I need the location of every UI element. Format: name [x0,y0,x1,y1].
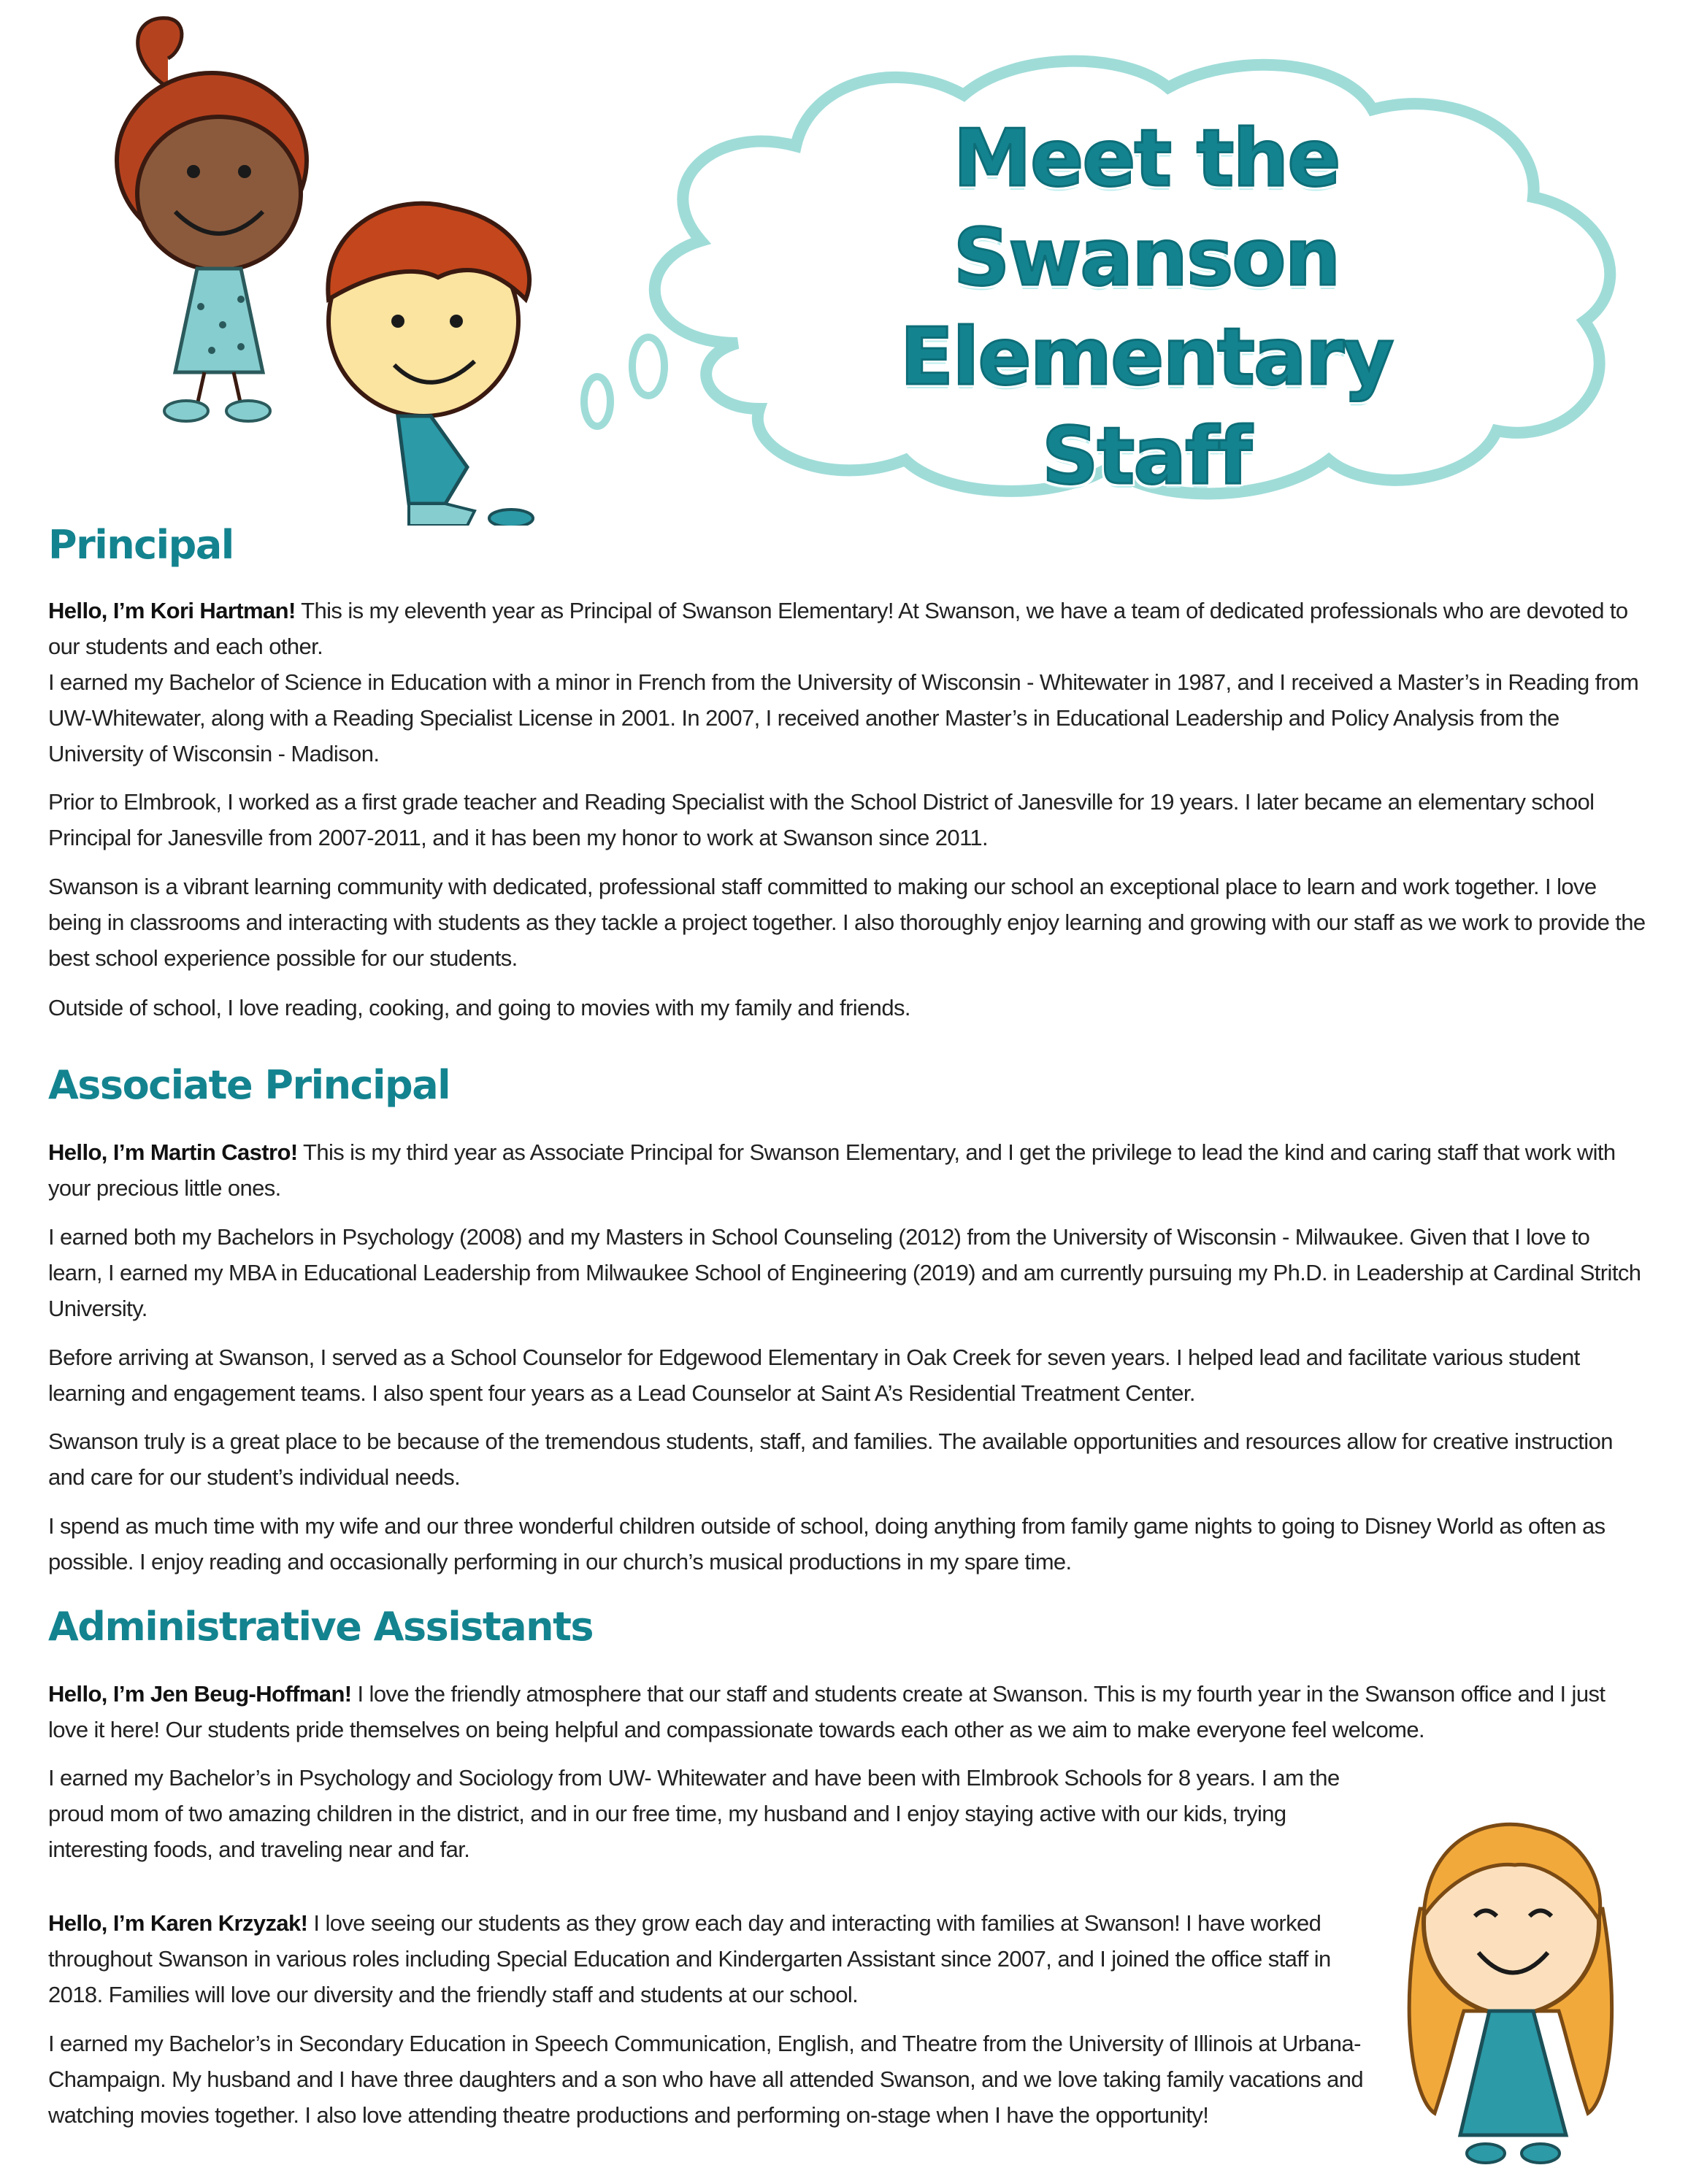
assistants-paragraph-1 [48,1676,1647,1747]
boy-character-icon [328,204,533,526]
section-principal [48,522,1647,569]
title-line-3: Staff [1041,411,1251,502]
paragraph: Swanson truly is a great place to be because of the tremendous students, staff, and families. The available opportunities and resources allow for creative instruction and care for our student’s individual needs. [48,1429,1613,1490]
section-associate-principal [48,1062,1647,1109]
assistants-paragraph-3 [48,1905,1370,2012]
intro-name: Hello, I’m Martin Castro! [48,1139,298,1165]
associate-paragraph-2 [48,1219,1647,1326]
associate-paragraph-5 [48,1508,1647,1580]
principal-paragraph-1 [48,593,1647,664]
assistants-paragraph-2 [48,1760,1370,1867]
section-administrative-assistants [48,1604,1647,1650]
associate-paragraph-1 [48,1134,1647,1206]
title-line-1: Meet the [953,113,1340,204]
paragraph: Hello, I’m Jen Beug-Hoffman! I love the friendly atmosphere that our staff and students create at Swanson. This is my fourth year in the Swanson office and I just love it here! Our students pride themselves on being helpful and compassionate towards each other as we aim to make everyone feel welcome. [48,1681,1605,1742]
section-heading-associate-principal: Associate Principal [48,1062,450,1108]
page-header [0,0,1688,526]
paragraph: I spend as much time with my wife and our three wonderful children outside of school, doing anything from family game nights to going to Disney World as often as possible. I enjoy reading and occasionally performing in our church’s musical productions in my spare time. [48,1513,1605,1574]
paragraph: Prior to Elmbrook, I worked as a first grade teacher and Reading Specialist with the School District of Janesville for 19 years. I later became an elementary school Principal for Janesville from 2007-2011, and it has been my honor to work at Swanson since 2011. [48,789,1595,850]
blonde-girl-character-icon [1391,1792,1624,2172]
paragraph: Before arriving at Swanson, I served as a School Counselor for Edgewood Elementary in Oak Creek for seven years. I helped lead and facilitate various student learning and engagement teams. I also spent four years as a Lead Counselor at Saint A’s Residential Treatment Center. [48,1345,1580,1406]
intro-name: Hello, I’m Karen Krzyzak! [48,1910,308,1936]
intro-name: Hello, I’m Jen Beug-Hoffman! [48,1681,352,1707]
principal-paragraph-4 [48,869,1647,976]
paragraph: Swanson is a vibrant learning community with dedicated, professional staff committed to making our school an exceptional place to learn and work together. I love being in classrooms and interacting with students as they tackle a project together. I also thoroughly enjoy learning and growing with our staff as we work to provide the best school experience possible for our students. [48,874,1646,971]
page-title [701,109,1592,507]
paragraph: I earned my Bachelor’s in Psychology and Sociology from UW- Whitewater and have been with Elmbrook Schools for 8 years. I am the proud mom of two amazing children in the district, and in our free time, my husband and I enjoy staying active with our kids, trying interesting foods, and traveling near and far. [48,1765,1340,1862]
associate-paragraph-4 [48,1423,1647,1495]
principal-paragraph-5 [48,990,1647,1026]
paragraph: Hello, I’m Karen Krzyzak! I love seeing our students as they grow each day and interacting with families at Swanson! I have worked throughout Swanson in various roles including Special Education and Kindergarten Assistant since 2007, and I joined the office staff in 2018. Families will love our diversity and the friendly staff and students at our school. [48,1910,1331,2007]
paragraph: Hello, I’m Martin Castro! This is my third year as Associate Principal for Swanson Elementary, and I get the privilege to lead the kind and caring staff that work with your precious little ones. [48,1139,1616,1201]
principal-paragraph-2 [48,664,1647,772]
paragraph: I earned my Bachelor of Science in Education with a minor in French from the University of Wisconsin - Whitewater in 1987, and I received a Master’s in Reading from UW-Whitewater, along with a Reading Specialist License in 2001. In 2007, I received another Master’s in Educational Leadership and Policy Analysis from the University of Wisconsin - Madison. [48,669,1639,766]
paragraph: Outside of school, I love reading, cooking, and going to movies with my family and friends. [48,995,910,1020]
assistants-paragraph-4 [48,2026,1370,2133]
principal-paragraph-3 [48,784,1647,855]
title-line-2: Swanson Elementary [899,212,1393,403]
intro-name: Hello, I’m Kori Hartman! [48,598,296,623]
section-heading-principal: Principal [48,522,234,568]
paragraph: I earned my Bachelor’s in Secondary Education in Speech Communication, English, and Theatre from the University of Illinois at Urbana-Champaign. My husband and I have three daughters and a son who have all attended Swanson, and we love taking family vacations and watching movies together. I also love attending theatre productions and performing on-stage when I have the opportunity! [48,2031,1364,2128]
girl-character-icon [117,18,307,421]
paragraph: Hello, I’m Kori Hartman! This is my eleventh year as Principal of Swanson Elementary! At Swanson, we have a team of dedicated professionals who are devoted to our students and each other. [48,598,1628,659]
section-heading-administrative-assistants: Administrative Assistants [48,1604,594,1650]
paragraph: I earned both my Bachelors in Psychology (2008) and my Masters in School Counseling (2012) from the University of Wisconsin - Milwaukee. Given that I love to learn, I earned my MBA in Educational Leadership from Milwaukee School of Engineering (2019) and am currently pursuing my Ph.D. in Leadership at Cardinal Stritch University. [48,1224,1641,1321]
associate-paragraph-3 [48,1339,1647,1411]
